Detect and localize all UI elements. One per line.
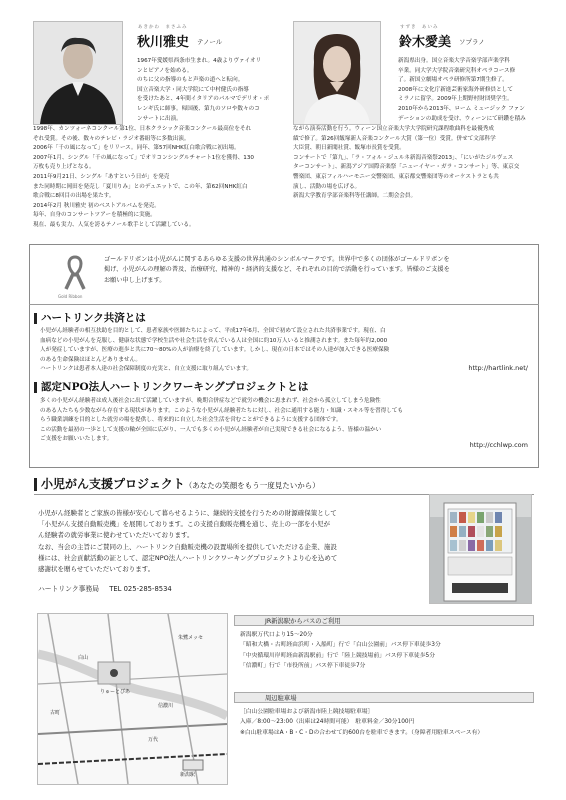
heartlink-text: 小児がん経験者の相互扶助を目的として、患者家族や医師たちによって、平成17年6月、全国で初めて設立された共済事業です。現在、白 血病などの小児がんを克服し、健康な状態で学校生活や社会生活を営んでいる人は全国に約10万人いると推測されます。また毎年約2,000 人が発症していますが、医療の進歩と共に70～80%の人が治療を終了しています。しかし、現在の日本ではその人達が加入できる医療保険 のある生命保険はほとんどありません。 ハートリンクは患者本人達の社会保障制度の充実と、自立支援に取り組んでいます。 xyxy=(40,328,390,373)
parking-lines: ［白山公園駐車場および新潟市陸上競技場駐車場］ 入庫／8:00～23:00（出庫は24時間可能） 駐車料金／30分100円 ※白山駐車場はA・B・C・Dの合わせて約600台を駐車できます。（身障者用駐車スペース有） xyxy=(240,709,484,736)
title-bar-icon xyxy=(34,478,37,491)
project-contact xyxy=(38,584,172,594)
info-box-divider xyxy=(29,304,539,305)
suzuki-voice: ソプラノ xyxy=(459,38,485,46)
akikawa-voice: テノール xyxy=(197,38,223,46)
suzuki-name: 鈴木愛美 xyxy=(399,35,452,50)
access-map xyxy=(37,613,228,785)
npo-text: 多くの小児がん経験者は成人後社会に出て活躍していますが、晩期合併症などで就労の機会に恵まれず、社会から孤立してしまう危険性 のある人たちも少数ながら存在する現状があります。このような小児がん経験者たちに対し、社会に通用する能力・知識・スキル等を習得しても らう職業訓練を目的とした就労の場を提供し、将来的に自立した社会生活を営むことができるように支援する団体です。 この活動を最初の一歩として支援の輪が全国に広がり、一人でも多くの小児がん経験者が自己実現できる社会になるよう、皆様の温かい ご支援をお願いいたします。 xyxy=(40,398,404,443)
suzuki-photo xyxy=(293,21,381,125)
title-bar-icon xyxy=(34,313,37,324)
gold-ribbon-icon xyxy=(60,253,90,293)
suzuki-bio-top: 新潟県出身。国立音楽大学音楽学部声楽学科 卒業。同大学大学院音楽研究科オペラコース修 了。新国立劇場オペラ研修所第7期生修了。 2008年に文化庁新進芸術家海外研修員として ミラノに留学。2009年上期野村財団奨学生。 2010年から2013年、ローム ミュージック ファン デーションの助成を受け、ウィーンにて研鑽を積み xyxy=(398,58,526,122)
vending-machine-photo xyxy=(429,494,532,604)
ribbon-text: ゴールドリボンは小児がんに関するあらゆる支援の世界共通のシンボルマークです。世界中で多くの団体がゴールドリボンを 掲げ、小児がんの理解の普及、治療研究、精神的・経済的支援など、それぞれの目的で活動を行っています。皆様のご支援を お願い申し上げます。 xyxy=(104,256,450,284)
project-text: 小児がん経験者とご家族の皆様が安心して暮らせるように、継続的支援を行うための財源確保策として 「小児がん支援自動販売機」を展開しております。この支援自動販売機を通じ、売上の一部を小児が ん経験者の就労事業に使わせていただいております。 なお、当会の主旨にご賛同の上、ハートリンク自動販売機の設置場所を提供していただける企業、施設 様には、社会貢献活動の証として、認定NPO法人ハートリンクワーキングプロジェクトより心を込めて 感謝状を贈らせていただいております。 xyxy=(38,509,338,574)
bus-header-text: JR新潟駅からバスのご利用 xyxy=(265,618,341,625)
office-name: ハートリンク事務局 xyxy=(38,585,100,593)
bus-lines: 新潟駅万代口より15～20分 「昭和大橋・古町経由浜町・入船町」行で「白山公園前」バス停下車徒歩3分 「中央循環川岸町経由新潟駅前」行で「陸上競技場前」バス停下車徒歩5分 「信濃町」行で「市役所前」バス停下車徒歩7分 xyxy=(240,632,441,670)
office-tel: TEL 025-285-8534 xyxy=(109,585,172,593)
akikawa-bio: 1967年愛媛県西条市生まれ。4歳よりヴァイオリ ンとピアノを始める。 のちに父の指導のもと声楽の道へと転向。 国立音楽大学・同大学院にて中村健氏の指導 を受けたあと、4年間イタリアのパルマでデリオ・ポ レンギ氏に師事。帰国後、第九のソロや数々のコ ンサートに出演。 xyxy=(137,58,270,122)
ribbon-caption: Gold Ribbon xyxy=(58,294,83,299)
akikawa-photo xyxy=(33,21,123,125)
heartlink-url[interactable]: http://hartlink.net/ xyxy=(468,364,528,372)
vending-machine-illustration xyxy=(430,495,531,603)
tenor-portrait-illustration xyxy=(34,22,122,124)
project-subtitle: （あなたの笑顔をもう一度見たいから） xyxy=(184,481,320,490)
soprano-portrait-illustration xyxy=(294,22,380,124)
npo-title-text: 認定NPO法人ハートリンクワーキングプロジェクトとは xyxy=(41,381,309,393)
map-label-marker: りゅーとぴあ xyxy=(100,689,131,695)
npo-url[interactable]: http://cchlwp.com xyxy=(469,441,528,449)
title-bar-icon xyxy=(34,382,37,393)
heartlink-title xyxy=(34,310,146,325)
map-label-furumachi: 古町 xyxy=(50,710,61,716)
map-label-hakusan: 白山 xyxy=(78,655,89,661)
map-label-station: 新潟駅 xyxy=(180,772,196,778)
project-title xyxy=(34,475,320,492)
parking-header-text: 周辺駐車場 xyxy=(265,695,297,702)
map-label-bandai: 万代 xyxy=(148,737,159,743)
akikawa-name: 秋川雅史 xyxy=(137,35,190,50)
heartlink-title-text: ハートリンク共済とは xyxy=(41,312,146,324)
map-label-toki: 朱鷺メッセ xyxy=(178,635,204,641)
suzuki-ruby: すずき あいみ xyxy=(400,25,439,30)
map-label-shinanogawa: 信濃川 xyxy=(158,703,174,709)
npo-title xyxy=(34,379,308,394)
bus-header xyxy=(234,615,534,626)
parking-header xyxy=(234,692,534,703)
akikawa-ruby: あきかわ まさふみ xyxy=(138,25,188,30)
akikawa-career: 1998年、カンツォーネコンクール第1位、日本クラシック音楽コンクール最高位をそれ ぞれ受賞。その後、数々のテレビ・ラジオ番組等に多数出演。 2006年「千の風になって」をリリース。同年、第57回NHK紅白歌合戦に初出場。 2007年1月、シングル「千の風になって」でオリコンシングルチャート1位を獲得、130 万枚も売り上げとなる。 2011年9月21日、シングル「あすという日が」を発売 また同時期に岡田を発売し「夏川りみ」とのデュエットで、この年、第62回NHK紅白 歌合戦に8回目の出場を果たす。 2014年2月 秋川雅史 初のベストアルバムを発売。 毎年、自身のコンサートツアーを積極的に実施。 現在、最も実力、人気を誇るテノール歌手として活躍している。 xyxy=(33,126,254,228)
suzuki-bio-bottom: ながら演奏活動を行う。ウィーン国立音楽大学大学院研究課程歌曲科を最優秀成 績で修了。第26回飯塚新人音楽コンクール大賞（第一位）受賞。併せて文部科学 大臣賞、朝日新聞社賞、飯塚市長賞を受賞。 コンサートで「第九」、「ラ・フォル・ジュルネ新潟音楽祭2013」、「にいがたジルヴェス ターコンサート」、新潟アジア国際音楽祭「ニューイヤー・ガラ・コンサート」等、東京交 響楽団、東京フィルハーモニー交響楽団、東京都交響楽団等のオーケストラとも共 演し、活動の場を広げる。 新潟大学教育学部音楽科等任講師。二期会会員。 xyxy=(293,126,520,200)
project-title-text: 小児がん支援プロジェクト xyxy=(41,477,185,491)
